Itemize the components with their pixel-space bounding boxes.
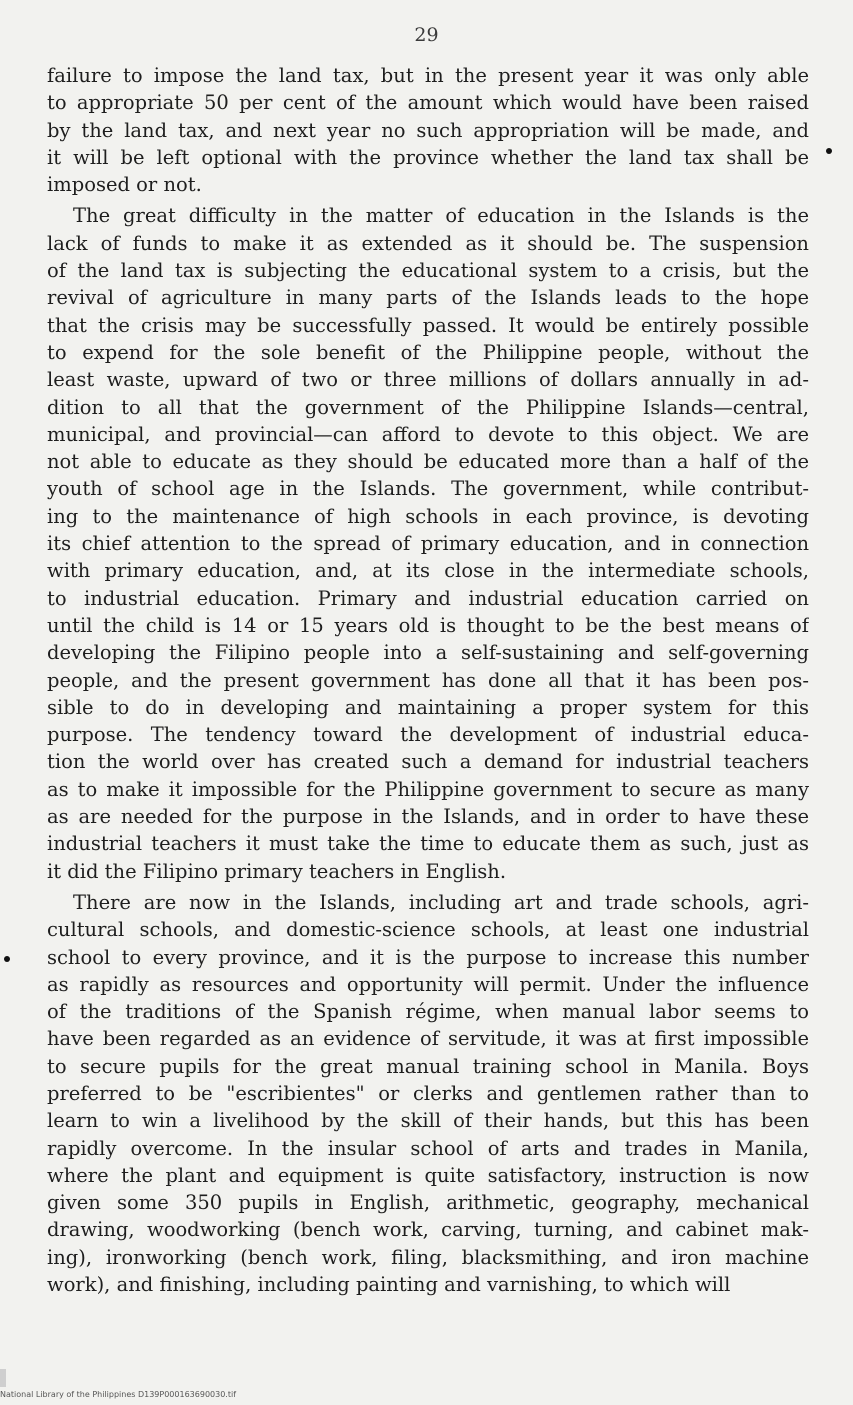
text-line: ing to the maintenance of high schools in each province, is devoting <box>47 504 809 528</box>
text-line: people, and the present government has done all that it has been pos- <box>47 668 809 692</box>
text-line: industrial teachers it must take the time to educate them as such, just as <box>47 832 809 856</box>
text-line: that the crisis may be successfully passed. It would be entirely possible <box>47 313 809 337</box>
text-line: lack of funds to make it as extended as it should be. The suspension <box>47 231 809 255</box>
text-line: sible to do in developing and maintaining a proper system for this <box>47 695 809 719</box>
margin-dot <box>4 956 10 962</box>
text-line: to secure pupils for the great manual training school in Manila. Boys <box>47 1054 809 1078</box>
text-line: The great difficulty in the matter of education in the Islands is the <box>73 204 809 228</box>
text-line: tion the world over has created such a demand for industrial teachers <box>47 750 809 774</box>
text-line: to expend for the sole benefit of the Philippine people, without the <box>47 340 809 364</box>
text-line: dition to all that the government of the Philippine Islands—central, <box>47 395 809 419</box>
text-line: municipal, and provincial—can afford to devote to this object. We are <box>47 422 809 446</box>
text-line: as to make it impossible for the Philippine government to secure as many <box>47 777 809 801</box>
text-line: by the land tax, and next year no such appropriation will be made, and <box>47 118 809 142</box>
text-line: learn to win a livelihood by the skill of their hands, but this has been <box>47 1109 809 1133</box>
text-line: youth of school age in the Islands. The government, while contribut- <box>47 477 809 501</box>
text-line: work), and finishing, including painting and varnishing, to which will <box>47 1273 731 1297</box>
text-line: as rapidly as resources and opportunity will permit. Under the influence <box>47 972 809 996</box>
text-line: of the land tax is subjecting the educational system to a crisis, but the <box>47 259 809 283</box>
text-line: have been regarded as an evidence of servitude, it was at first impossible <box>47 1027 809 1051</box>
text-line: of the traditions of the Spanish régime, when manual labor seems to <box>47 1000 809 1024</box>
text-line: it will be left optional with the province whether the land tax shall be <box>47 145 809 169</box>
footer-caption: National Library of the Philippines D139P000163690030.tif <box>0 1390 237 1399</box>
paragraph-3 <box>47 889 809 1298</box>
page-number: 29 <box>414 24 439 46</box>
text-line: drawing, woodworking (bench work, carving, turning, and cabinet mak- <box>47 1218 809 1242</box>
text-line: to appropriate 50 per cent of the amount which would have been raised <box>47 91 809 115</box>
text-line: given some 350 pupils in English, arithmetic, geography, mechanical <box>47 1191 809 1215</box>
margin-dot <box>826 148 832 154</box>
text-line: cultural schools, and domestic-science schools, at least one industrial <box>47 918 809 942</box>
text-line: failure to impose the land tax, but in the present year it was only able <box>47 64 809 87</box>
text-line: ing), ironworking (bench work, filing, blacksmithing, and iron machine <box>47 1245 809 1269</box>
text-line: least waste, upward of two or three millions of dollars annually in ad- <box>47 368 809 392</box>
text-line: developing the Filipino people into a self-sustaining and self-governing <box>47 641 809 665</box>
text-line: to industrial education. Primary and industrial education carried on <box>47 586 809 610</box>
text-line: with primary education, and, at its close in the intermediate schools, <box>47 559 809 583</box>
text-line: imposed or not. <box>47 173 202 197</box>
text-line: preferred to be "escribientes" or clerks and gentlemen rather than to <box>47 1081 809 1105</box>
text-line: as are needed for the purpose in the Islands, and in order to have these <box>47 805 809 829</box>
document-body <box>47 62 809 1298</box>
text-line: it did the Filipino primary teachers in English. <box>47 859 507 883</box>
text-line: There are now in the Islands, including art and trade schools, agri- <box>73 890 809 914</box>
text-line: its chief attention to the spread of primary education, and in connection <box>47 532 809 556</box>
paragraph-2 <box>47 202 809 884</box>
text-line: not able to educate as they should be educated more than a half of the <box>47 450 809 474</box>
footer-rule <box>0 1369 6 1387</box>
text-line: purpose. The tendency toward the development of industrial educa- <box>47 723 809 747</box>
text-line: rapidly overcome. In the insular school of arts and trades in Manila, <box>47 1136 809 1160</box>
paragraph-1 <box>47 62 809 198</box>
text-line: where the plant and equipment is quite satisfactory, instruction is now <box>47 1163 809 1187</box>
text-line: until the child is 14 or 15 years old is thought to be the best means of <box>47 613 809 637</box>
text-line: school to every province, and it is the purpose to increase this number <box>47 945 809 969</box>
text-line: revival of agriculture in many parts of the Islands leads to the hope <box>47 286 809 310</box>
